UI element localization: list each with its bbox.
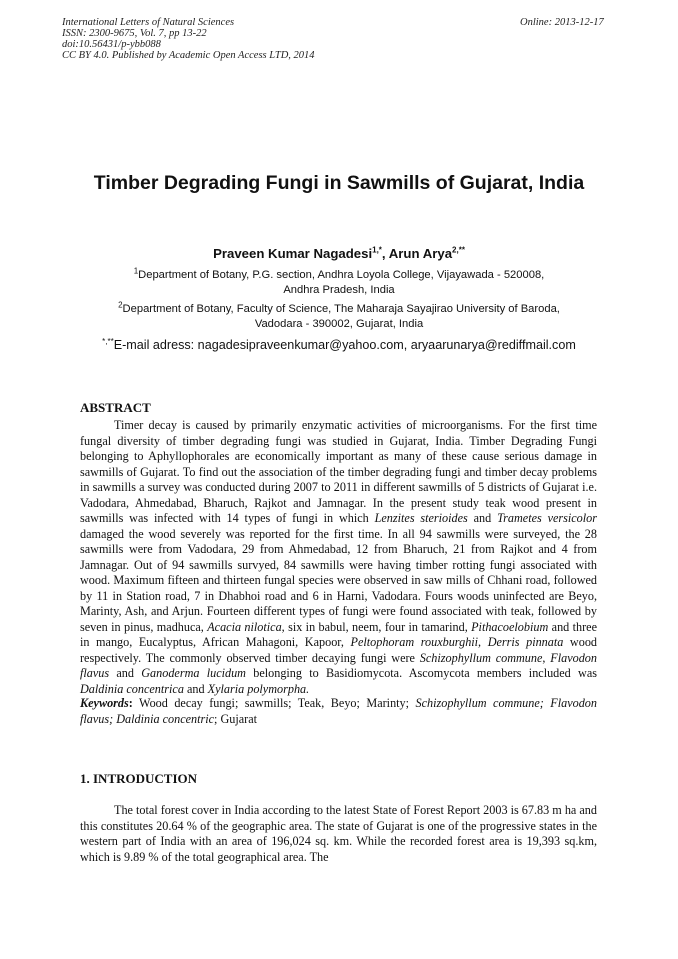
- author-name: Praveen Kumar Nagadesi: [213, 246, 373, 261]
- author-name: Arun Arya: [388, 246, 453, 261]
- keywords: Keywords: Wood decay fungi; sawmills; Teak, Beyo; Marinty; Schizophyllum commune; Flavodon flavus; Daldinia concentric; Gujarat: [80, 696, 597, 726]
- affiliation-1: [60, 268, 618, 298]
- author-sup: 1,*: [372, 245, 382, 255]
- keywords-label: Keywords: [80, 696, 129, 710]
- running-header: [62, 17, 315, 61]
- issn-line: ISSN: 2300-9675, Vol. 7, pp 13-22: [62, 28, 207, 39]
- abstract-body: Timer decay is caused by primarily enzymatic activities of microorganisms. For the first time fungal diversity of timber degrading fungi was studied in Gujarat, India. Timber Degrading Fungi belonging to Aphyllophorales are economically important as many of these cause serious damage in sawmills of Gujarat. To find out the association of the timber degrading fungi and timber decay problems in sawmills a survey was conducted during 2007 to 2011 in different sawmills of 5 districts of Gujarat i.e. Vadodara, Ahmedabad, Bharuch, Rajkot and Jamnagar. In the present study teak wood present in sawmills was infected with 14 types of fungi in which Lenzites sterioides and Trametes versicolor damaged the wood severely was reported for the first time. In all 94 sawmills were surveyed, the 28 sawmills were from Vadodara, 29 from Ahmedabad, 12 from Bharuch, 21 from Rajkot and 4 from Jamnagar. Out of 94 sawmills survyed, 84 sawmills were having timber rotting fungi associated with wood. Maximum fifteen and thirteen fungal species were observed in saw mills of Chhani road, followed by 11 in Station road, 7 in Dhabhoi road and 6 in Harni, Vadodara. Fours woods uninfected are Beyo, Marinty, Ash, and Arjun. Fourteen different types of fungi were found associated with teak, followed by seven in pinus, madhuca, Acacia nilotica, six in babul, neem, four in tamarind, Pithacoelobium and three in mango, Eucalyptus, African Mahagoni, Kapoor, Peltophoram rouxburghii, Derris pinnata wood respectively. The commonly observed timber decaying fungi were Schizophyllum commune, Flavodon flavus and Ganoderma lucidum belonging to Basidiomycota. Ascomycota members included was Daldinia concentrica and Xylaria polymorpha.: [80, 418, 598, 696]
- doi-line: doi:10.56431/p-ybb088: [62, 39, 161, 50]
- abstract-heading: ABSTRACT: [80, 400, 151, 415]
- paper-title: Timber Degrading Fungi in Sawmills of Gujarat, India: [93, 172, 585, 194]
- affiliation-sup: 2: [118, 300, 123, 310]
- author-line: [40, 246, 638, 261]
- introduction-body: The total forest cover in India according to the latest State of Forest Report 2003 is 67.83 m ha and this constitutes 20.64 % of the geographic area. The state of Gujarat is one of the progressive states in the western part of India with an area of 196,024 sq. km. While the recorded forest area is 19,393 sq.km, which is 9.89 % of the total geographical area. The: [80, 803, 597, 864]
- affiliation-2: [60, 302, 618, 332]
- author-sup: 2,**: [452, 245, 465, 255]
- license-line: CC BY 4.0. Published by Academic Open Access LTD, 2014: [62, 50, 315, 61]
- introduction-heading: 1. INTRODUCTION: [80, 771, 198, 786]
- affiliation-text: Department of Botany, Faculty of Science, The Maharaja Sayajirao University of Baroda,: [122, 303, 560, 315]
- affiliation-text: Department of Botany, P.G. section, Andhra Loyola College, Vijayawada - 520008,: [138, 269, 545, 281]
- online-date: Online: 2013-12-17: [520, 17, 604, 28]
- affiliation-sup: 1: [133, 266, 139, 276]
- email-text: E-mail adress: nagadesipraveenkumar@yahoo.com, aryaarunarya@rediffmail.com: [113, 338, 576, 352]
- email-prefix: *,**: [102, 336, 114, 346]
- author-separator: ,: [381, 246, 389, 261]
- affiliation-text: Andhra Pradesh, India: [283, 284, 395, 296]
- affiliation-text: Vadodara - 390002, Gujarat, India: [254, 318, 424, 330]
- journal-name: International Letters of Natural Sciences: [62, 17, 235, 28]
- email-line: [40, 338, 638, 352]
